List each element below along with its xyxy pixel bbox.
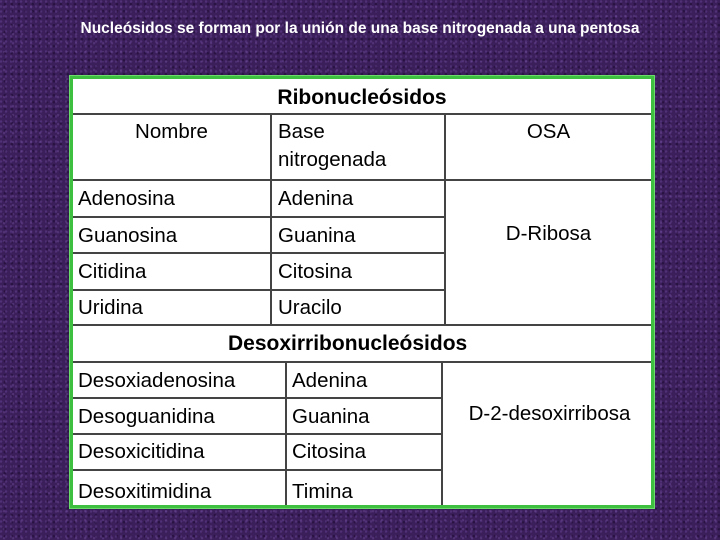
divider: [73, 216, 445, 218]
table-cell-base: Guanina: [278, 224, 356, 247]
column-header-base-line2: nitrogenada: [278, 148, 387, 171]
divider: [441, 361, 443, 505]
table-cell-nombre: Desoxiadenosina: [78, 369, 236, 392]
table-cell-base: Timina: [292, 480, 353, 503]
divider: [73, 289, 445, 291]
table-cell-base: Guanina: [292, 405, 370, 428]
column-header-nombre: Nombre: [135, 120, 208, 143]
divider: [444, 113, 446, 325]
sugar-deoxyribose: D-2-desoxirribosa: [468, 402, 631, 425]
table-cell-base: Adenina: [292, 369, 368, 392]
column-header-base-line1: Base: [278, 120, 325, 143]
sugar-ribose: D-Ribosa: [505, 222, 592, 245]
table-cell-nombre: Desoxicitidina: [78, 440, 205, 463]
divider: [73, 113, 651, 115]
divider: [73, 179, 651, 181]
table-cell-base: Uracilo: [278, 296, 342, 319]
table-cell-nombre: Desoguanidina: [78, 405, 215, 428]
table-cell-base: Citosina: [278, 260, 353, 283]
divider: [285, 361, 287, 505]
section-heading-desoxi: Desoxirribonucleósidos: [228, 332, 468, 355]
slide-title: Nucleósidos se forman por la unión de una base nitrogenada a una pentosa: [80, 20, 640, 37]
table-cell-nombre: Citidina: [78, 260, 147, 283]
table-cell-base: Citosina: [292, 440, 367, 463]
divider: [73, 324, 651, 326]
table-cell-nombre: Desoxitimidina: [78, 480, 212, 503]
section-heading-ribo: Ribonucleósidos: [277, 86, 447, 109]
table-cell-nombre: Adenosina: [78, 187, 175, 210]
divider: [270, 113, 272, 325]
nucleoside-table: [70, 76, 654, 508]
divider: [73, 252, 445, 254]
divider: [73, 469, 443, 471]
column-header-osa: OSA: [526, 120, 571, 143]
table-cell-nombre: Uridina: [78, 296, 143, 319]
divider: [73, 361, 651, 363]
table-cell-base: Adenina: [278, 187, 354, 210]
column-header-base: [278, 119, 386, 172]
table-cell-nombre: Guanosina: [78, 224, 178, 247]
divider: [73, 433, 443, 435]
divider: [73, 397, 443, 399]
